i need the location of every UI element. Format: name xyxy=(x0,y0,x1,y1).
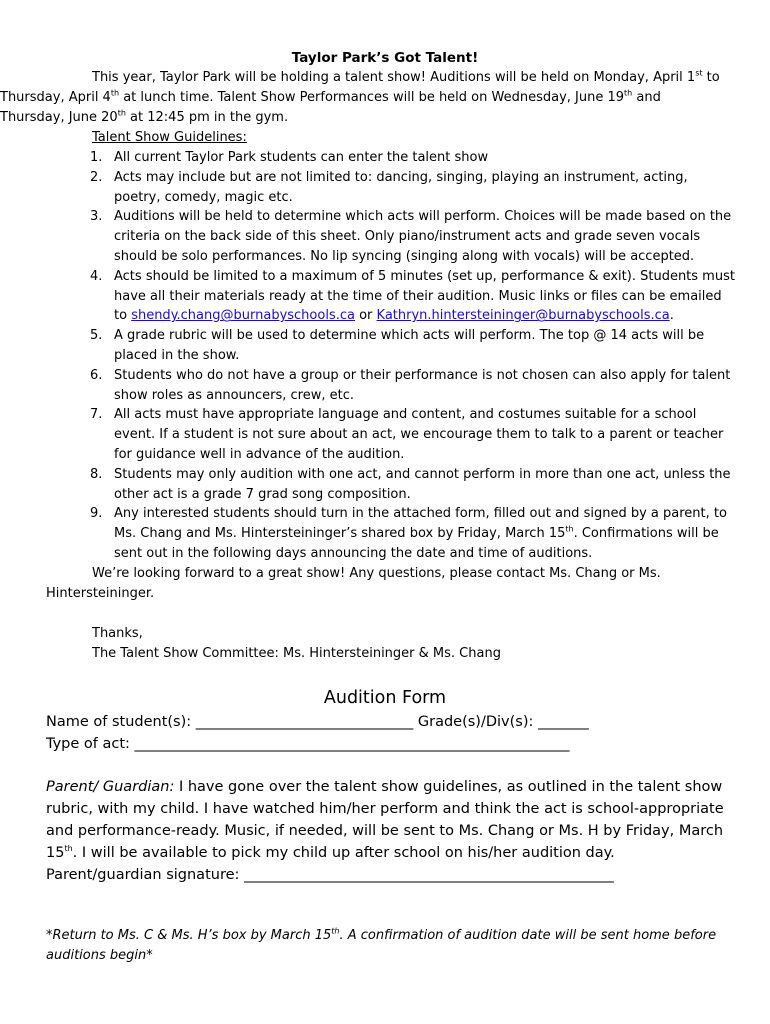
parent-consent-paragraph: Parent/ Guardian: I have gone over the talent show guidelines, as outlined in the talent show rubric, with my child. I have watched him/her perform and think the act is school-appropriate and performance-ready. Music, if needed, will be sent to Ms. Chang or Ms. H by Friday, March 15th. I will be available to pick my child up after school on his/her audition day. Parent/guardian signature: ___________________________________________________ xyxy=(46,779,724,883)
student-name-label: Name of student(s): xyxy=(46,714,196,730)
return-note: *Return to Ms. C & Ms. H’s box by March 15th. A confirmation of audition date will be sent home before auditions begin* xyxy=(46,926,717,963)
guidelines-list xyxy=(46,148,736,564)
list-item: 4. Acts should be limited to a maximum of 5 minutes (set up, performance & exit). Students must have all their materials ready at the time of their audition. Music links or files can be emailed to shendy.chang@burnabyschools.ca or Kathryn.hintersteininger@burnabyschools.ca. xyxy=(90,268,735,324)
email-link-hintersteininger[interactable]: Kathryn.hintersteininger@burnabyschools.ca xyxy=(376,308,670,324)
signature-label: Parent/guardian signature: xyxy=(46,867,245,883)
committee-signature: The Talent Show Committee: Ms. Hintersteininger & Ms. Chang xyxy=(92,646,501,661)
list-item: 2. Acts may include but are not limited to: dancing, singing, playing an instrument, acting, poetry, comedy, magic etc. xyxy=(90,169,688,205)
act-type-row xyxy=(46,733,570,755)
guidelines-heading: Talent Show Guidelines: xyxy=(92,130,247,145)
page-title: Taylor Park’s Got Talent! xyxy=(291,50,479,66)
grade-field[interactable]: _______ xyxy=(537,714,589,730)
list-item: 8. Students may only audition with one act, and cannot perform in more than one act, unless the other act is a grade 7 grad song composition. xyxy=(90,466,731,502)
list-item: 6. Students who do not have a group or their performance is not chosen can also apply for talent show roles as announcers, crew, etc. xyxy=(90,367,731,403)
list-item: 1. All current Taylor Park students can enter the talent show xyxy=(90,150,489,165)
closing-paragraph: We’re looking forward to a great show! Any questions, please contact Ms. Chang or Ms. Hintersteininger. xyxy=(46,566,661,601)
student-name-field[interactable]: ______________________________ xyxy=(195,714,414,730)
parent-guardian-label: Parent/ Guardian: xyxy=(46,779,175,795)
signature-field[interactable]: ___________________________________________________ xyxy=(244,867,614,883)
thanks-line: Thanks, xyxy=(92,626,143,641)
list-item: 9. Any interested students should turn in the attached form, filled out and signed by a parent, to Ms. Chang and Ms. Hintersteininger’s shared box by Friday, March 15th. Confirmations will be sent out in the following days announcing the date and time of auditions. xyxy=(90,506,727,561)
audition-form-heading: Audition Form xyxy=(323,688,447,708)
list-item: 5. A grade rubric will be used to determine which acts will perform. The top @ 14 acts will be placed in the show. xyxy=(90,328,705,363)
act-type-field[interactable]: ____________________________________________________________ xyxy=(134,736,570,752)
email-link-chang[interactable]: shendy.chang@burnabyschools.ca xyxy=(131,308,355,324)
grade-label: Grade(s)/Div(s): xyxy=(413,714,538,730)
act-type-label: Type of act: xyxy=(46,736,135,752)
student-name-row xyxy=(46,711,589,733)
intro-paragraph: This year, Taylor Park will be holding a talent show! Auditions will be held on Monday, April 1st to Thursday, April 4th at lunch time. Talent Show Performances will be held on Wednesday, June 19th and Thursday, June 20th at 12:45 pm in the gym. xyxy=(0,68,720,125)
list-item: 3. Auditions will be held to determine which acts will perform. Choices will be made based on the criteria on the back side of this sheet. Only piano/instrument acts and grade seven vocals should be solo performances. No lip syncing (singing along with vocals) will be accepted. xyxy=(90,209,732,264)
list-item: 7. All acts must have appropriate language and content, and costumes suitable for a school event. If a student is not sure about an act, we encourage them to talk to a parent or teacher for guidance well in advance of the audition. xyxy=(90,407,724,462)
